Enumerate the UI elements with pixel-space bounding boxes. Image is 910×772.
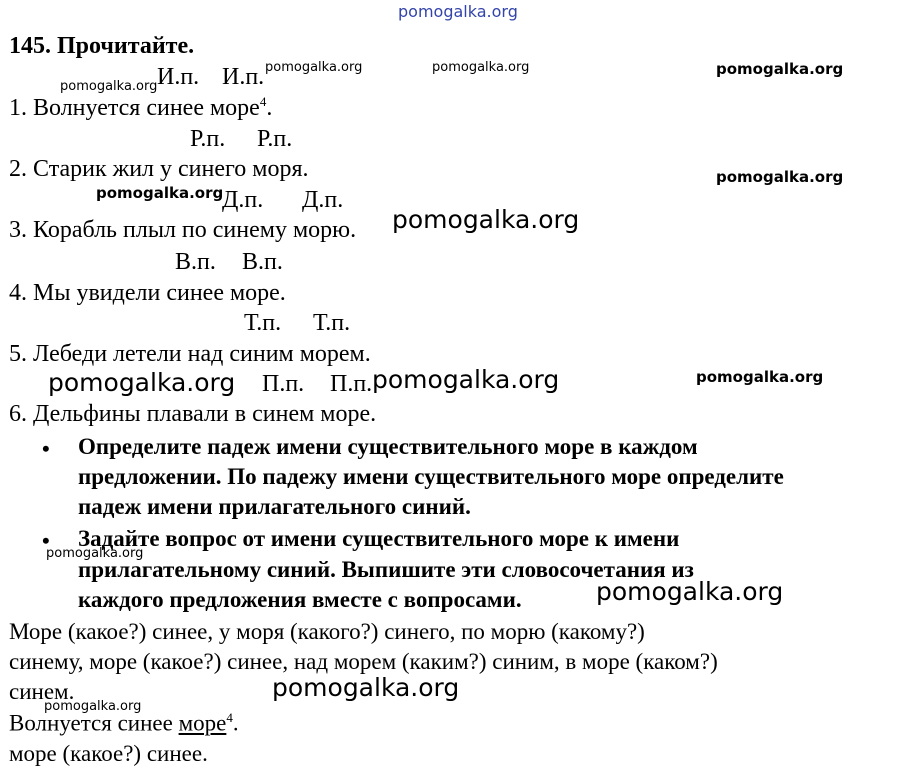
watermark: pomogalka.org: [392, 205, 580, 234]
sentence-3: 3. Корабль плыл по синему морю.: [9, 217, 357, 243]
case-label: Д.п.: [302, 187, 344, 213]
task-2-line: каждого предложения вместе с вопросами.: [78, 587, 522, 612]
sentence-5: 5. Лебеди летели над синим морем.: [9, 341, 371, 367]
sentence-2: 2. Старик жил у синего моря.: [9, 156, 309, 182]
watermark: pomogalka.org: [432, 60, 530, 75]
watermark: pomogalka.org: [48, 368, 236, 397]
sentence-6: 6. Дельфины плавали в синем море.: [9, 401, 377, 427]
example-end: .: [232, 710, 239, 736]
exercise-title: 145. Прочитайте.: [9, 33, 195, 59]
case-label: Т.п.: [244, 310, 282, 336]
watermark: pomogalka.org: [60, 79, 158, 94]
case-label: Д.п.: [222, 187, 264, 213]
case-label: Т.п.: [313, 310, 351, 336]
task-2-line: Задайте вопрос от имени существительного море к имени: [78, 526, 680, 551]
case-label: Р.п.: [257, 126, 293, 152]
watermark: pomogalka.org: [398, 2, 518, 21]
watermark: pomogalka.org: [46, 546, 144, 561]
example-answer: море (какое?) синее.: [9, 741, 208, 766]
watermark: pomogalka.org: [596, 577, 784, 606]
watermark: pomogalka.org: [272, 673, 460, 702]
watermark: pomogalka.org: [265, 60, 363, 75]
watermark: pomogalka.org: [716, 168, 844, 186]
sentence-1: [9, 94, 272, 122]
example-text: Волнуется синее: [9, 710, 179, 736]
case-label: И.п.: [222, 64, 265, 90]
case-label: П.п.: [330, 371, 373, 397]
sentence-text: 1. Волнуется синее море: [9, 95, 260, 121]
case-label: Р.п.: [190, 126, 226, 152]
case-label: В.п.: [242, 249, 283, 275]
bullet-icon: •: [42, 436, 50, 461]
watermark: pomogalka.org: [716, 60, 844, 78]
footnote-mark: 4: [259, 94, 267, 109]
sentence-4: 4. Мы увидели синее море.: [9, 280, 286, 306]
watermark: pomogalka.org: [696, 368, 824, 386]
task-1-line: Определите падеж имени существительного море в каждом: [78, 434, 698, 459]
watermark: pomogalka.org: [96, 184, 224, 202]
example-underlined-word: море: [178, 710, 227, 736]
task-2-line: прилагательному синий. Выпишите эти словосочетания из: [78, 557, 694, 582]
answer-line: Море (какое?) синее, у моря (какого?) синего, по морю (какому?): [9, 619, 645, 644]
task-1-line: падеж имени прилагательного синий.: [78, 494, 471, 519]
task-1-line: предложении. По падежу имени существительного море определите: [78, 464, 784, 489]
sentence-end: .: [266, 95, 273, 121]
watermark: pomogalka.org: [372, 365, 560, 394]
case-label: В.п.: [175, 249, 216, 275]
watermark: pomogalka.org: [44, 699, 142, 714]
answer-line: синему, море (какое?) синее, над морем (каким?) синим, в море (каком?): [9, 649, 718, 674]
case-label: П.п.: [262, 371, 305, 397]
answer-line: синем.: [9, 679, 75, 704]
bullet-icon: •: [42, 528, 50, 553]
footnote-mark: 4: [226, 710, 233, 725]
case-label: И.п.: [157, 64, 200, 90]
